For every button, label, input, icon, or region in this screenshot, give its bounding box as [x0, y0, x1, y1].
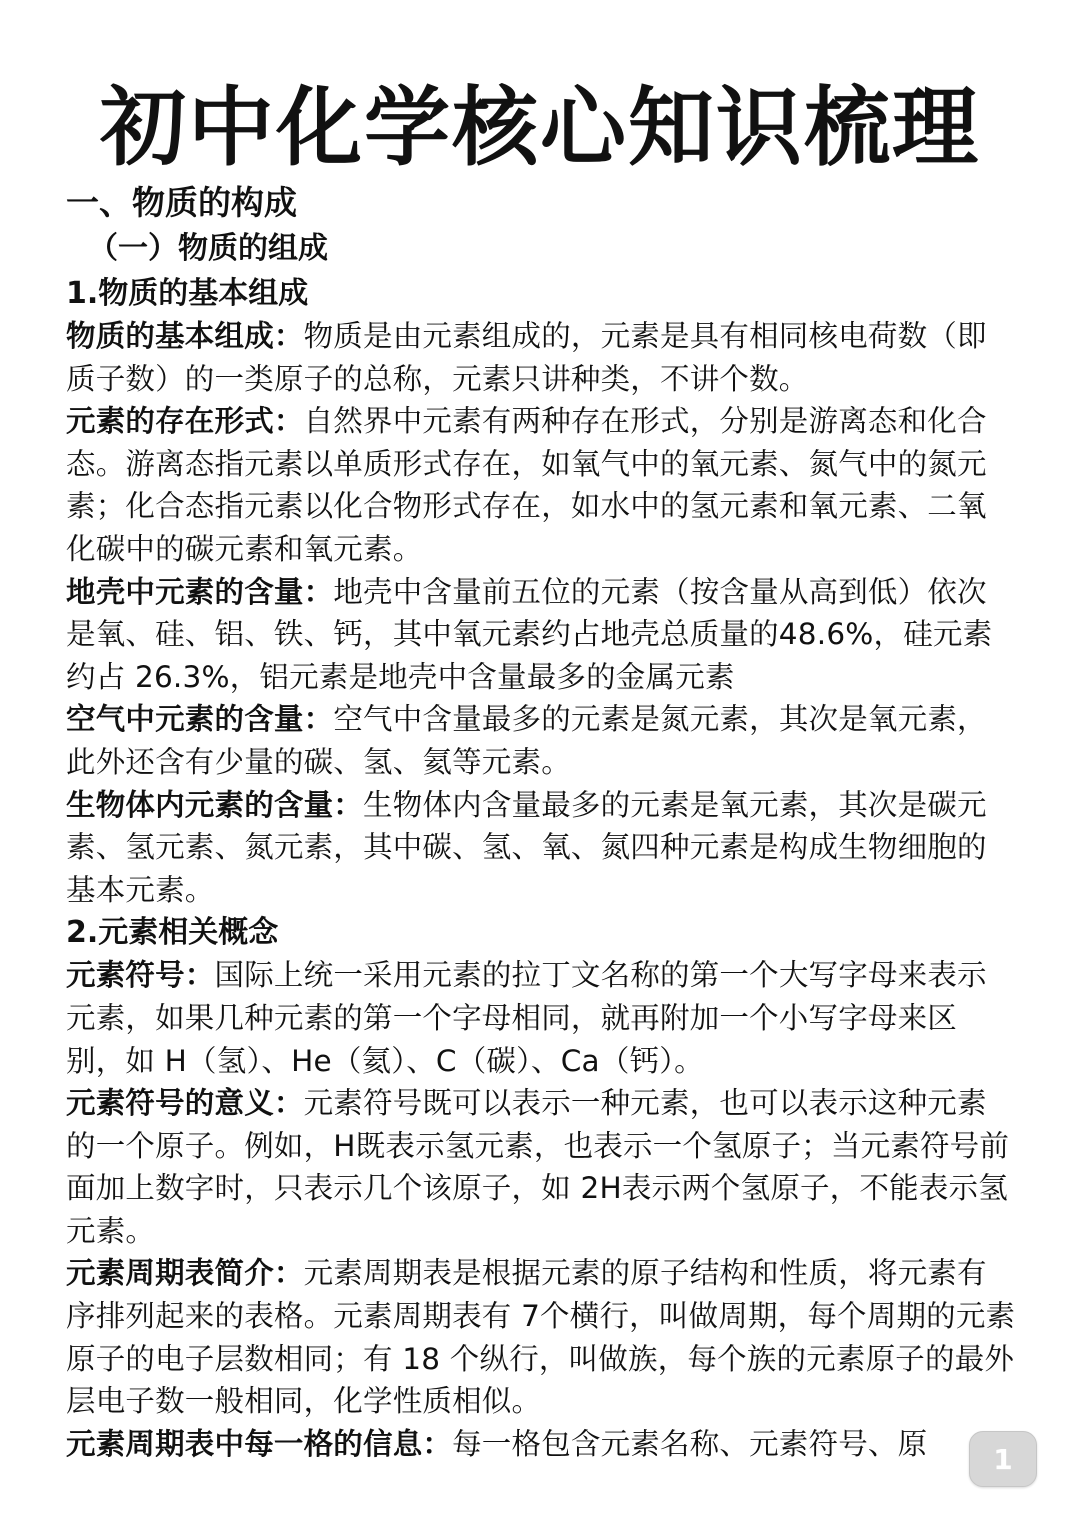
paragraph-element-symbol — [66, 954, 1016, 1082]
paragraph-air-content — [66, 698, 1016, 783]
paragraph-label: 元素符号： — [66, 958, 215, 993]
topic-heading-element-concepts: 2.元素相关概念 — [66, 915, 279, 951]
paragraph-text: 空气中含量最多的元素是氮元素，其次是氧元素，此外还含有少量的碳、氢、氦等元素。 — [66, 702, 987, 779]
paragraph-text: 生物体内含量最多的元素是氧元素，其次是碳元素、氢元素、氮元素，其中碳、氢、氧、氮四种元素是构成生物细胞的基本元素。 — [66, 787, 987, 907]
paragraph-label: 空气中元素的含量： — [66, 702, 334, 737]
paragraph-label: 元素周期表简介： — [66, 1256, 304, 1291]
paragraph-text: 自然界中元素有两种存在形式，分别是游离态和化合态。游离态指元素以单质形式存在，如氧气中的氧元素、氮气中的氮元素；化合态指元素以化合物形式存在，如水中的氢元素和氧元素、二氧化碳中的碳元素和氧元素。 — [66, 404, 987, 566]
paragraph-symbol-meaning — [66, 1082, 1016, 1252]
paragraph-existence-forms — [66, 400, 1016, 570]
paragraph-periodic-table — [66, 1252, 1016, 1422]
paragraph-label: 元素周期表中每一格的信息： — [66, 1426, 453, 1461]
section-heading-substance-structure: 一、物质的构成 — [66, 183, 297, 222]
content-body — [66, 180, 1016, 1465]
paragraph-text: 元素符号既可以表示一种元素，也可以表示这种元素的一个原子。例如，H既表示氢元素，也表示一个氢原子；当元素符号前面加上数字时，只表示几个该原子，如 2H表示两个氢原子，不能表示氢元素。 — [66, 1086, 1010, 1248]
paragraph-text: 地壳中含量前五位的元素（按含量从高到低）依次是氧、硅、铝、铁、钙，其中氧元素约占地壳总质量的48.6%，硅元素约占 26.3%，铝元素是地壳中含量最多的金属元素 — [66, 574, 993, 694]
paragraph-organism-content — [66, 784, 1016, 912]
paragraph-text: 元素周期表是根据元素的原子结构和性质，将元素有序排列起来的表格。元素周期表有 7个横行，叫做周期，每个周期的元素原子的电子层数相同；有 18 个纵行，叫做族，每个族的元素原子的最外层电子数一般相同，化学性质相似。 — [66, 1256, 1016, 1419]
topic-heading-basic-composition: 1.物质的基本组成 — [66, 276, 309, 311]
paragraph-label: 元素的存在形式： — [66, 404, 304, 439]
paragraph-label: 元素符号的意义： — [66, 1086, 304, 1121]
paragraph-label: 生物体内元素的含量： — [66, 787, 364, 822]
paragraph-cell-info — [66, 1423, 1016, 1466]
page-title: 初中化学核心知识梳理 — [100, 78, 980, 178]
paragraph-text: 国际上统一采用元素的拉丁文名称的第一个大写字母来表示元素，如果几种元素的第一个字母相同，就再附加一个小写字母来区别，如 H（氢）、He（氦）、C（碳）、Ca（钙）。 — [66, 958, 987, 1078]
subsection-heading-composition: （一）物质的组成 — [88, 231, 328, 266]
paragraph-crust-content — [66, 571, 1016, 699]
paragraph-text: 每一格包含元素名称、元素符号、原 — [452, 1426, 928, 1461]
paragraph-label: 地壳中元素的含量： — [66, 574, 334, 609]
paragraph-label: 物质的基本组成： — [66, 319, 304, 353]
paragraph-text: 物质是由元素组成的，元素是具有相同核电荷数（即质子数）的一类原子的总称，元素只讲种类，不讲个数。 — [66, 319, 987, 396]
paragraph-basic-composition — [66, 315, 1016, 400]
page-number-badge[interactable]: 1 — [969, 1431, 1037, 1487]
